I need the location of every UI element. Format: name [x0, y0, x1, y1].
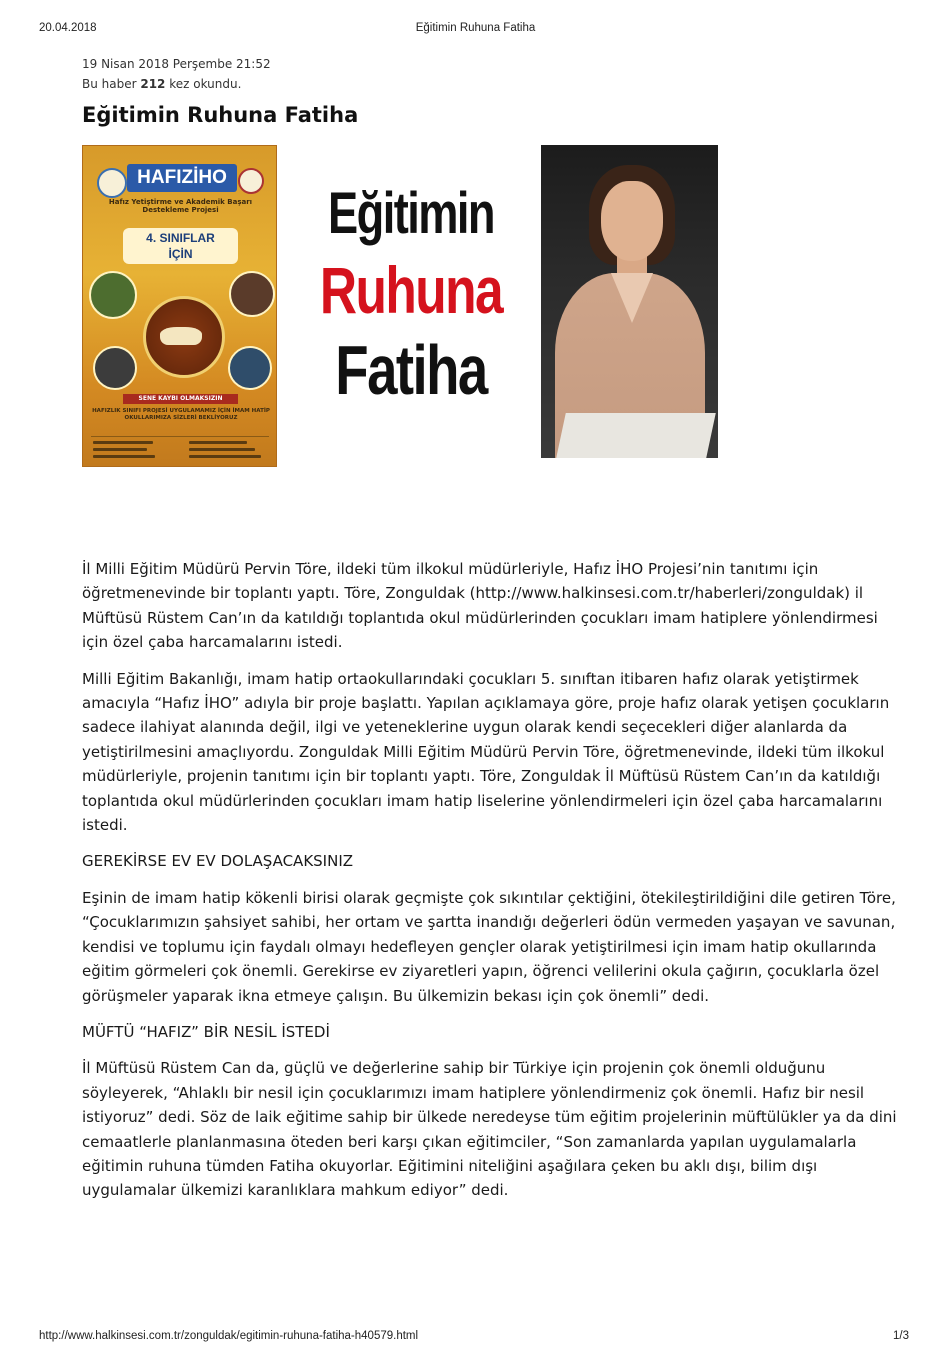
read-count: 212 — [140, 77, 166, 91]
poster-strip: SENE KAYBI OLMAKSIZIN — [123, 394, 238, 404]
poster-banner-line2: İÇİN — [168, 247, 193, 261]
article-subheading: MÜFTÜ “HAFIZ” BİR NESİL İSTEDİ — [82, 1022, 330, 1041]
article-body — [82, 557, 902, 1215]
article-paragraph: Eşinin de imam hatip kökenli birisi olarak geçmişte çok sıkıntılar çektiğini, ötekileştirildiğini dile getiren Töre, “Çocuklarımızın şahsiyet sahibi, her ortam ve şartta inandığı değerleri ödün vermeden yaşayan ve savunan, kendisi ve toplumu için faydalı olmayı hedefleyen gençler olarak yetiştirilmesi için imam hatip okullarında eğitim görmeleri çok önemli. Gerekirse ev ziyaretleri yapın, öğrenci velilerini okula çağırın, çocuklarla özel görüşmeler yaparak ikna etmeye çalışın. Bu ülkemizin bekası için çok önemli” dedi. — [82, 888, 896, 1005]
publish-date: 19 Nisan 2018 Perşembe 21:52 — [82, 57, 271, 71]
quran-book-icon — [143, 296, 225, 378]
image-title-word-2: Ruhuna — [319, 253, 503, 327]
official-portrait-photo — [541, 145, 718, 458]
poster-banner-line1: 4. SINIFLAR — [146, 231, 215, 245]
print-footer — [0, 1330, 951, 1346]
read-count-prefix: Bu haber — [82, 77, 141, 91]
image-title-word-1: Eğitimin — [328, 181, 494, 246]
poster-bubble-photo — [93, 346, 137, 390]
article-headline: Eğitimin Ruhuna Fatiha — [82, 103, 359, 127]
poster-small-text: HAFIZLIK SINIFI PROJESİ UYGULAMAMIZ İÇİN İMAM HATİP OKULLARIMIZA SİZLERİ BEKLİYORUZ — [92, 408, 270, 421]
article-paragraph: Milli Eğitim Bakanlığı, imam hatip ortaokullarındaki çocukları 5. sınıftan itibaren hafız olarak yetiştirmek amacıyla “Hafız İHO” adıyla bir proje başlattı. Yapılan açıklamaya göre, proje hafız olarak yetişen çocukların sadece ilahiyat alanında değil, ilgi ve yeteneklerine uygun olarak kendi seçecekleri diğer alanlarda da yetiştirilmesini amaçlıyordu. Zonguldak Milli Eğitim Müdürü Pervin Töre, öğretmenevinde, ildeki tüm ilkokul müdürleriyle, projenin tanıtımı için bir toplantı yaptı. Töre, Zonguldak İl Müftüsü Rüstem Can’ın da katıldığı toplantıda okul müdürlerinden çocukları imam hatip liselerine yönlendirmeleri için özel çaba harcamalarını istedi. — [82, 669, 890, 835]
article-paragraph: İl Müftüsü Rüstem Can da, güçlü ve değerlerine sahip bir Türkiye için projenin çok önemli olduğunu söyleyerek, “Ahlaklı bir nesil için çocuklarımızı imam hatiplere yönlendirmeniz çok önemli. Hafız bir nesil istiyoruz” dedi. Söz de laik eğitime sahip bir ülkede neredeyse tüm eğitim projelerinin müftülükler ya da dini cemaatlerle planlanmasına öteden beri karşı çıkan eğitimciler, “Son zamanlarda yapılan uygulamalarla eğitimin ruhuna tümden Fatiha okuyorlar. Eğitimini niteliğini aşağılara çeken bu aklı dışı, bilim dışı uygulamalar ülkemizi karanlıklara mahkum ediyor” dedi. — [82, 1059, 897, 1200]
poster-brand: HAFIZİHO — [127, 164, 237, 192]
image-title-word-3: Fatiha — [335, 331, 487, 409]
poster-bubble-photo — [228, 346, 272, 390]
school-logo-icon — [238, 168, 264, 194]
print-url: http://www.halkinsesi.com.tr/zonguldak/egitimin-ruhuna-fatiha-h40579.html — [39, 1330, 419, 1342]
print-page-title: Eğitimin Ruhuna Fatiha — [415, 22, 536, 34]
poster-bubble-photo — [89, 271, 137, 319]
project-poster-image — [82, 145, 277, 467]
read-count-line — [82, 77, 241, 91]
poster-contacts — [91, 436, 269, 463]
poster-subtitle: Hafız Yetiştirme ve Akademik Başarı Destekleme Projesi — [108, 198, 253, 214]
poster-banner — [123, 228, 238, 264]
print-header — [0, 22, 951, 38]
read-count-suffix: kez okundu. — [165, 77, 242, 91]
poster-bubble-photo — [229, 271, 275, 317]
ministry-logo-icon — [97, 168, 127, 198]
print-date: 20.04.2018 — [39, 22, 97, 34]
article-subheading: GEREKİRSE EV EV DOLAŞACAKSINIZ — [82, 852, 354, 871]
article-paragraph: İl Milli Eğitim Müdürü Pervin Töre, ildeki tüm ilkokul müdürleriyle, Hafız İHO Projesi’nin tanıtımı için öğretmenevinde bir toplantı yaptı. Töre, Zonguldak (http://www.halkinsesi.com.tr/haberleri/zonguldak) il Müftüsü Rüstem Can’ın da katıldığı toplantıda okul müdürlerinden çocukları imam hatiplere yönlendirmesi için özel çaba harcamalarını istedi. — [82, 560, 878, 652]
page-number: 1/3 — [893, 1330, 909, 1342]
